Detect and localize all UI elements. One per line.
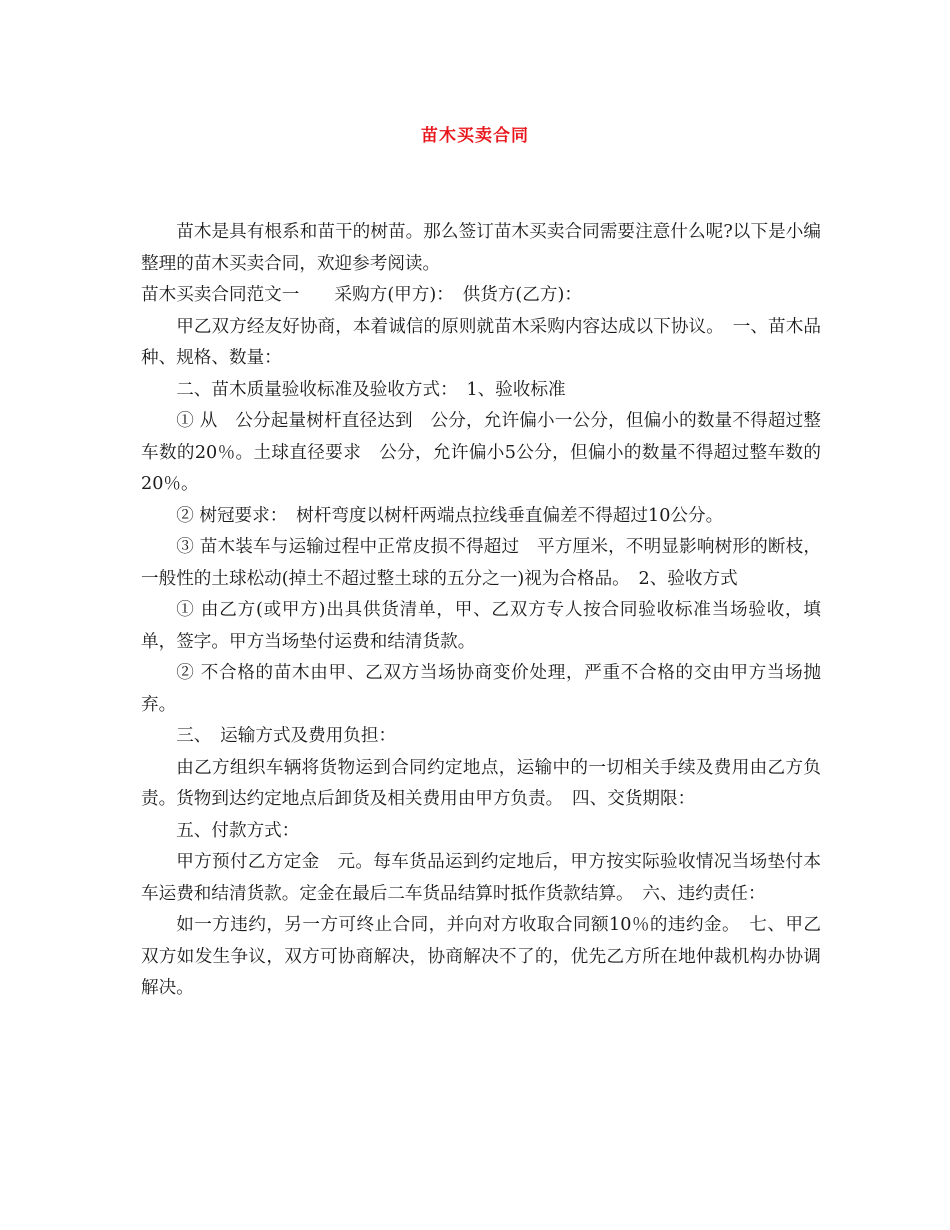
paragraph: 三、 运输方式及费用负担：	[176, 726, 397, 746]
paragraph: ② 不合格的苗木由甲、乙双方当场协商变价处理，严重不合格的交由甲方当场抛弃。	[141, 663, 821, 715]
paragraph: ① 从 公分起量树杆直径达到 公分，允许偏小一公分，但偏小的数量不得超过整车数的20％。土球直径要求 公分，允许偏小5公分，但偏小的数量不得超过整车数的20％。	[141, 411, 821, 494]
paragraph: ① 由乙方(或甲方)出具供货清单，甲、乙双方专人按合同验收标准当场验收，填单，签字。甲方当场垫付运费和结清货款。	[141, 600, 821, 652]
paragraph: 甲方预付乙方定金 元。每车货品运到约定地后，甲方按实际验收情况当场垫付本车运费和结清货款。定金在最后二车货品结算时抵作货款结算。 六、违约责任：	[141, 852, 821, 904]
document-title: 苗木买卖合同	[421, 126, 529, 146]
paragraph: 五、付款方式：	[176, 820, 300, 841]
paragraph: 如一方违约，另一方可终止合同，并向对方收取合同额10％的违约金。 七、甲乙双方如发生争议，双方可协商解决，协商解决不了的，优先乙方所在地仲裁机构办协调解决。	[141, 915, 821, 998]
paragraph: 苗木是具有根系和苗干的树苗。那么签订苗木买卖合同需要注意什么呢?以下是小编整理的苗木买卖合同，欢迎参考阅读。	[141, 222, 821, 274]
paragraph: 二、苗木质量验收标准及验收方式： 1、验收标准	[176, 379, 566, 400]
document-body	[141, 217, 821, 1005]
paragraph: ③ 苗木装车与运输过程中正常皮损不得超过 平方厘米，不明显影响树形的断枝，一般性的土球松动(掉土不超过整土球的五分之一)视为合格品。 2、验收方式	[141, 537, 821, 589]
paragraph: 由乙方组织车辆将货物运到合同约定地点，运输中的一切相关手续及费用由乙方负责。货物到达约定地点后卸货及相关费用由甲方负责。 四、交货期限：	[141, 757, 821, 809]
paragraph: 甲乙双方经友好协商，本着诚信的原则就苗木采购内容达成以下协议。 一、苗木品种、规格、数量：	[141, 316, 821, 368]
paragraph: 苗木买卖合同范文一 采购方(甲方)： 供货方(乙方)：	[141, 285, 582, 305]
paragraph: ② 树冠要求： 树杆弯度以树杆两端点拉线垂直偏差不得超过10公分。	[176, 505, 724, 526]
